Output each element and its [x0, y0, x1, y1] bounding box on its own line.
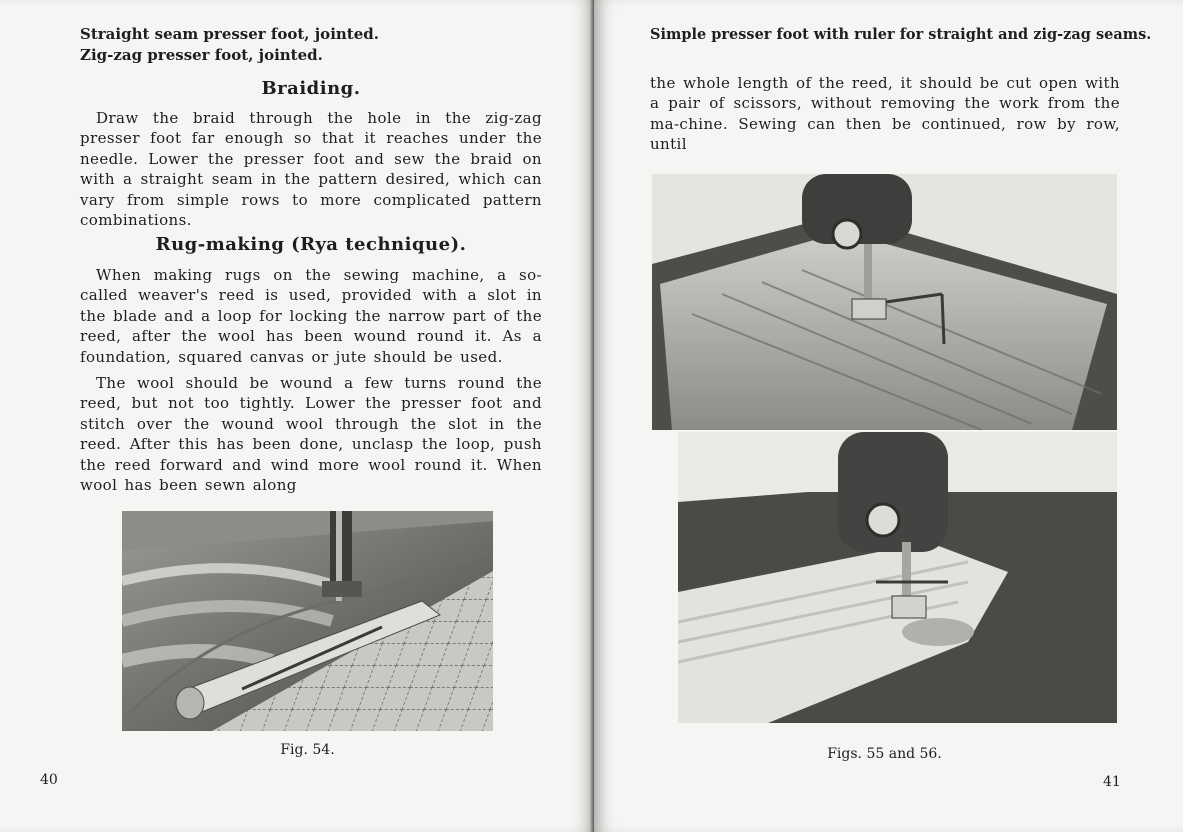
braiding-text: Draw the braid through the hole in the zig-zag presser foot far enough so that it reaches under the needle. Lower the presser foot and sew the braid on with a straight seam in the pattern desired, which can vary from simple rows to more complicated pattern combinations.: [80, 109, 542, 230]
figure-56-photo: [678, 432, 1117, 723]
page-number-right: 41: [1103, 774, 1121, 790]
caption-zigzag: Zig-zag presser foot, jointed.: [80, 46, 323, 64]
rug-text-2: The wool should be wound a few turns round the reed, but not too tightly. Lower the presser foot and stitch over the wound wool through the slot in the reed. After this has been done, unclasp the loop, push the reed forward and wind more wool round it. When wool has been sewn along: [80, 374, 542, 495]
figure-54-caption: Fig. 54.: [280, 742, 335, 758]
right-paragraph: [650, 73, 1120, 161]
ruler-foot-caption: Simple presser foot with ruler for straight and zig-zag seams.: [650, 26, 1152, 43]
page-number-left: 40: [40, 772, 58, 788]
braiding-paragraph: [80, 108, 542, 236]
right-text: the whole length of the reed, it should be cut open with a pair of scissors, without removing the work from the ma-chine. Sewing can then be continued, row by row, until: [650, 74, 1120, 154]
figure-54-photo: [122, 511, 493, 731]
quilting-illustration: [652, 174, 1117, 430]
right-page: [594, 0, 1183, 832]
rug-making-illustration: [122, 511, 493, 731]
figure-55-photo: [652, 174, 1117, 430]
caption-straight-seam: Straight seam presser foot, jointed.: [80, 25, 379, 43]
rug-text-1: When making rugs on the sewing machine, a so-called weaver's reed is used, provided with a slot in the blade and a loop for locking the narrow part of the reed, after the wool has been wound round it. As a foundation, squared canvas or jute should be used.: [80, 266, 542, 366]
heading-braiding: Braiding.: [261, 78, 361, 99]
figures-55-56-caption: Figs. 55 and 56.: [827, 746, 942, 762]
zigzag-seam-illustration: [678, 432, 1117, 723]
presser-foot-captions: [80, 24, 379, 66]
heading-rug-making: Rug-making (Rya technique).: [155, 234, 467, 255]
rug-paragraphs: [80, 265, 542, 501]
